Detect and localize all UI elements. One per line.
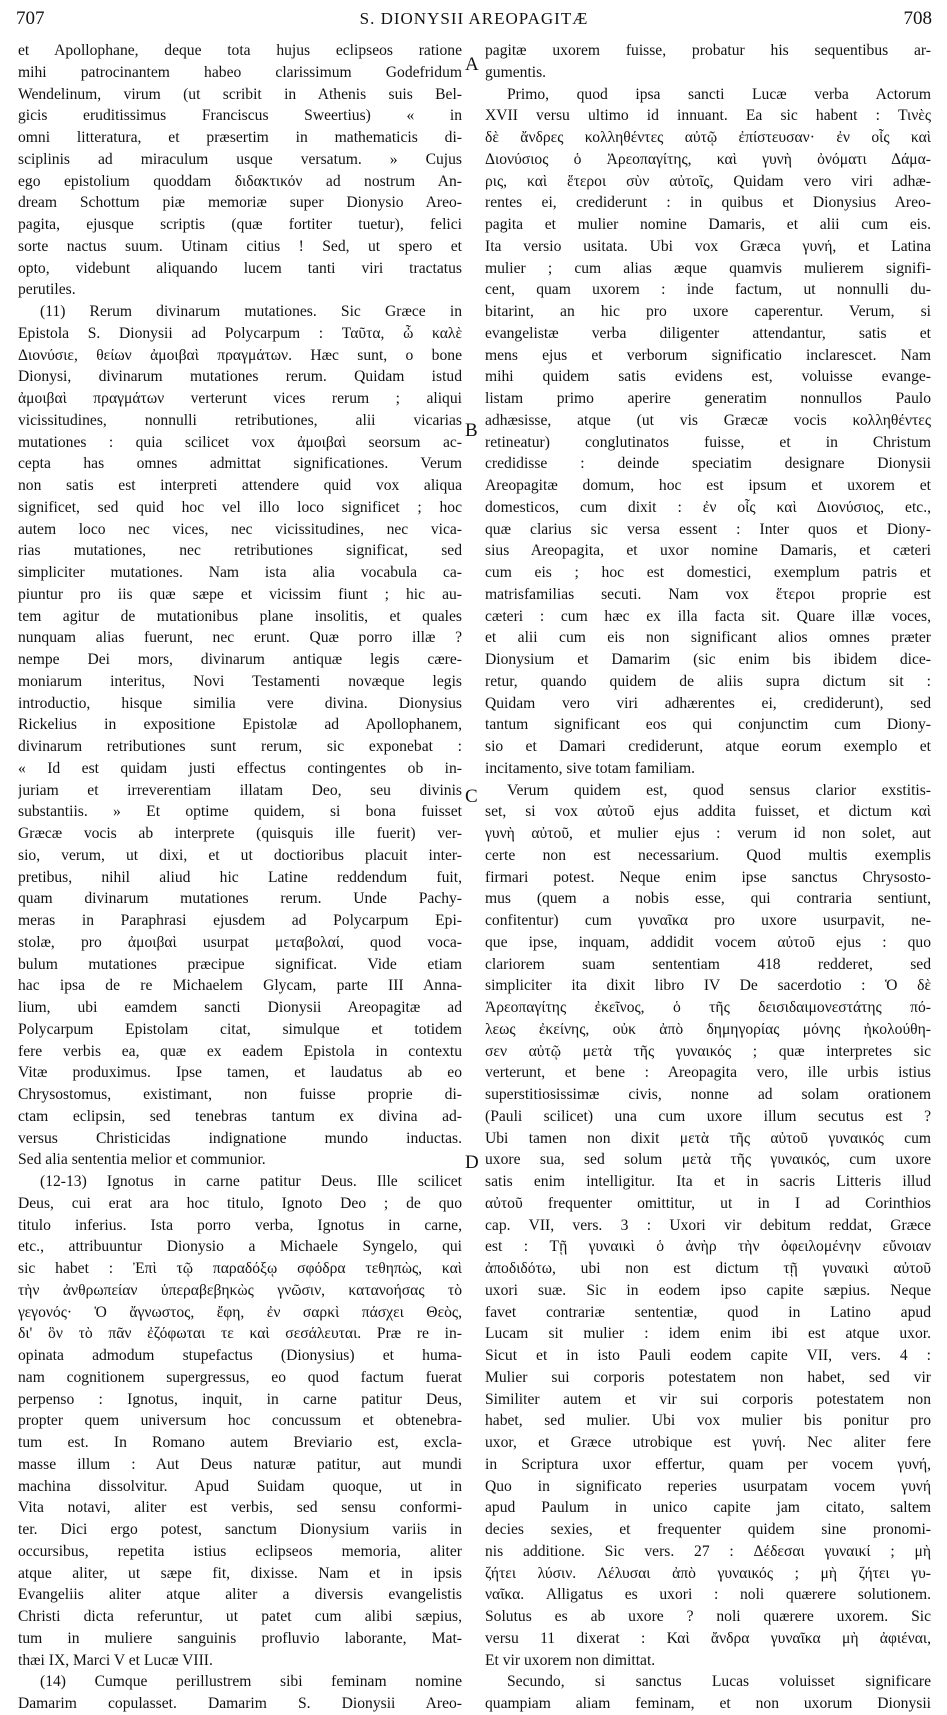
margin-marker-b: B [465,420,478,441]
text-line: favet contrariæ sententiæ, quod in Latino apud [485,1303,931,1321]
text-line: mulier ; cum alias æque quamvis mulierem signifi- [485,259,931,277]
text-line: firmari potest. Neque enim ipse sanctus Chrysosto- [485,868,931,886]
text-line: Quidam vero viri adhærentes ei, crediderunt), sed [485,694,931,712]
text-line: ναῖκα. Alligatus es uxori : noli quærere solutionem. [485,1586,931,1604]
text-line: nis additione. Sic vers. 27 : Δέδεσαι γυναικί ; μὴ [485,1542,931,1560]
text-line: cum eis ; hoc est domestici, exemplum patris et [485,564,931,581]
text-line: Wendelinum, virum (ut scribit in Athenis suis Bel- [18,85,462,103]
text-line: sciplinis ad miraculum usque versatum. » Cujus [18,150,462,168]
text-line: (14) Cumque perillustrem sibi feminam nomine [40,1673,462,1691]
text-line: Græcæ vocis ab interprete (quisquis ille fuerit) ver- [18,825,462,842]
margin-marker-d: D [465,1152,479,1173]
text-line: set, si vox αὐτοῦ ejus addita fuisset, et dictum καὶ [485,803,931,821]
text-line: cent, quam uxorem : inde factum, ut nonnulli du- [485,281,931,299]
text-line: que ipse, inquam, addidit vocem αὐτοῦ ejus : quo [485,933,931,951]
text-line: cap. VII, vers. 3 : Uxori vir debitum reddat, Græce [485,1216,931,1234]
text-line: Sicut et in isto Pauli eodem capite VII, vers. 4 : [485,1347,931,1364]
text-line: σεν αὐτῷ μετὰ τῆς γυναικός ; quæ interpretes sic [485,1042,931,1060]
text-line: Evangeliis aliter atque aliter a diversis evangelistis [18,1586,462,1604]
text-line: confitentur) cum γυναῖκα pro uxore usurpavit, ne- [485,912,931,929]
text-line: tem agitur de mutationibus plane insolitis, et quales [18,607,462,625]
text-line: fere verbis ea, quæ ex eadem Epistola in contextu [18,1042,462,1060]
text-line: Vita notavi, aliter est verbis, sed sensu conformi- [18,1499,462,1517]
text-line: ρις, καὶ ἕτεροι σὺν αὐτοῖς, Quidam vero viri adhæ- [485,172,931,190]
text-line: Polycarpum Epistolam citat, simulque et totidem [18,1020,462,1038]
text-line: pretibus, nihil aliud hic Latine reddendum fuit, [18,868,462,886]
text-line: substantiis. » Et optime quidem, si bona fuisset [18,803,462,821]
text-line: clariorem suam sententiam 418 redderet, sed [485,955,931,973]
text-line: versu 11 dixerat : Καὶ ἄνδρα γυναῖκα μὴ ἀφιέναι, [485,1629,931,1647]
text-line: gumentis. [485,63,547,81]
text-line: Ἀρεοπαγίτης ἐκεῖνος, ὁ τῆς δεισιδαιμονεστάτης πό- [485,999,931,1016]
text-line: est : Τῇ γυναικὶ ὁ ἀνὴρ τὴν ὀφειλομένην εὔνοιαν [485,1238,931,1256]
text-line: ter. Dici ergo potest, sanctum Dionysium variis in [18,1521,462,1538]
text-line: ζήτει λύσιν. Λέλυσαι ἀπὸ γυναικός ; μὴ ζήτει γυ- [485,1564,931,1582]
text-line: ego epistolium quoddam διδακτικόν ad nostrum An- [18,172,462,190]
text-line: Secundo, si sanctus Lucas voluisset significare [507,1673,931,1691]
text-line: decies sexies, et frequenter quidem sine pronomi- [485,1521,931,1538]
right-column [485,40,931,1715]
text-line: δὲ ἄνδρες κολληθέντες αὐτῷ ἐπίστευσαν· ἐν οἷς καὶ [485,129,931,146]
text-line: mutationes : quia scilicet vox ἀμοιβαὶ seorsum ac- [18,433,462,451]
text-line: apud Paulum in unico capite jam citato, saltem [485,1499,931,1517]
text-line: Deus, cui erat ara hoc titulo, Ignoto Deo ; de quo [18,1194,462,1212]
text-line: Et vir uxorem non dimittat. [485,1651,656,1669]
text-line: lium, ubi eamdem sancti Dionysii Areopagitæ ad [18,999,462,1016]
text-line: stolæ, pro ἀμοιβαὶ usurpat μεταβολαί, quod voca- [18,933,462,951]
text-line: simpliciter ita dixit libro IV De sacerdotio : Ὁ δὲ [485,977,931,995]
text-line: certe non est necessarium. Quod multis exemplis [485,846,931,864]
text-line: bitarint, an hic pro uxore caperentur. Verum, si [485,303,931,320]
text-line: listam primo aperire generatim nonnullos Paulo [485,390,931,407]
text-line: tantum significant eos qui conjunctim cum Diony- [485,716,931,734]
text-line: Ita versio usitata. Ubi vox Græca γυνή, et Latina [485,237,931,255]
text-line: XVII versu ultimo id innuant. Ea sic habent : Τινὲς [485,107,931,125]
text-line: γυνὴ αὐτοῦ, et mulier ejus : verum id non solet, aut [485,825,931,842]
text-line: dream Schottum piæ memoriæ super Dionysio Areo- [18,194,462,212]
text-line: et alii cum eis non significant alios omnes præter [485,629,931,647]
text-line: sius Areopagita, et uxor nomine Damaris, et cæteri [485,542,931,560]
text-line: perpenso : Ignotus, inquit, in carne patitur Deus, [18,1390,462,1408]
text-line: versus Christicidas indignatione mundo inductas. [18,1129,462,1147]
text-line: rentes ei, crediderunt : in quibus et Dionysius Areo- [485,194,931,212]
text-line: incitamento, sive totam familiam. [485,759,696,777]
text-line: hac ipsa de re Michaelem Glycam, parte III Anna- [18,977,462,995]
text-line: titulo inferius. Ista porro verba, Ignotus in carne, [18,1216,462,1234]
text-line: juriam et irreverentiam illatam Deo, seu divinis [18,781,462,799]
text-line: sic habet : Ἐπὶ τῷ παραδόξῳ σφόδρα τεθηπὼς, καὶ [18,1260,462,1277]
text-line: cepta has omnes admittat significationes. Verum [18,455,462,473]
text-line: opinata admodum stupefactus (Dionysius) et huma- [18,1347,462,1364]
text-line: (12-13) Ignotus in carne patitur Deus. Ille scilicet [40,1173,462,1190]
text-line: Verum quidem est, quod sensus clarior exstitis- [507,781,931,799]
text-line: ἀμοιβαὶ πραγμάτων verterunt vices rerum ; aliqui [18,390,462,407]
text-line: mihi quidem satis evidens est, voluisse evange- [485,368,931,386]
page-number-left: 707 [16,8,45,29]
text-line: τὴν ἀνθρωπείαν ὑπεραβεβηκὼς γνῶσιν, κατανοήσας τὸ [18,1281,462,1299]
text-line: Lucam sit mulier : idem enim ibi est atque uxor. [485,1325,931,1343]
text-line: nempe Dei mors, divinarum antiquæ legis cære- [18,651,462,668]
text-line: occursibus, repetita istius eclipseos memoria, aliter [18,1542,462,1560]
text-line: Quo in significato reperies usurpatam vocem γυνή [485,1477,931,1495]
text-line: tum est. In Romano autem Breviario est, excla- [18,1434,462,1451]
text-line: Areopagitæ domum, hoc est ipsum et uxorem et [485,477,931,494]
text-line: Rickelius in expositione Epistolæ ad Apollophanem, [18,716,462,734]
text-line: λεως ἐκείνης, οὐκ ἀπὸ δημηγορίας μόνης ἠκολούθη- [485,1020,931,1038]
text-line: etc., attribuuntur Dionysio a Michaele Syngelo, qui [18,1238,462,1256]
text-line: opto, videbunt aliquando lucem tanti viri tractatus [18,259,462,277]
margin-marker-a: A [465,54,479,75]
text-line: pagita et mulier nomine Damaris, et alii cum eis. [485,216,931,233]
text-line: pagita, ejusque scriptis (quæ fortiter tuetur), felici [18,216,462,233]
text-line: « Id est quidam justi effectus contingentes ob in- [18,759,462,777]
text-line: mihi patrocinantem habeo clarissimum Godefridum [18,63,462,81]
text-line: introductio, hisque similia vere divina. Dionysius [18,694,462,712]
page-header [16,8,932,38]
text-line: nunquam alias fuerunt, nec erunt. Quæ porro illæ ? [18,629,462,647]
text-line: αὐτοῦ frequenter omittitur, ut in I ad Corinthios [485,1194,931,1212]
text-line: vicissitudines, nonnulli retributiones, alii vicarias [18,411,462,429]
text-line: Vitæ produximus. Ipse tamen, et laudatus ab eo [18,1064,462,1082]
text-line: nam cognitionem supergressus, eo quod factum fuerat [18,1368,462,1386]
text-line: Epistola S. Dionysii ad Polycarpum : Ταῦτα, ὦ καλὲ [18,324,462,342]
text-line: Primo, quod ipsa sancti Lucæ verba Actorum [507,85,931,103]
margin-marker-c: C [465,786,478,807]
text-line: Solutus es ab uxore ? noli quærere uxorem. Sic [485,1608,931,1625]
page-number-right: 708 [903,8,932,29]
text-line: verterunt, et bene : Areopagita vero, ille urbis istius [485,1064,931,1082]
text-line: domesticos, cum dixit : ἐν οἷς καὶ Διονύσιος, etc., [485,498,931,516]
text-line: adhæsisse, atque (ut vis Græcæ vocis κολληθέντες [485,411,931,429]
text-line: satis enim intelligitur. Ita et in sacris Litteris illud [485,1173,931,1190]
text-line: Similiter autem et vir sui corporis potestatem non [485,1390,931,1408]
text-line: Dionysi, divinarum mutationes rerum. Quidam istud [18,368,462,386]
text-line: piuntur pro iis quæ sæpe et vicissim fiunt ; hic au- [18,585,462,603]
text-line: retineatur) conglutinatos fuisse, et in Christum [485,433,931,451]
text-line: (11) Rerum divinarum mutationes. Sic Græce in [40,303,462,320]
text-line: retur, quando quidem de aliis supra dictum sit : [485,672,931,690]
text-line: gicis eruditissimus Franciscus Sweertius) « in [18,107,462,125]
text-line: uxori suæ. Sic in eodem ipso capite sæpius. Neque [485,1281,931,1299]
text-line: simpliciter mutationes. Nam ista alia vocabula ca- [18,564,462,581]
text-line: non satis est interpreti attendere quid vox aliqua [18,477,462,494]
text-line: sio, verum, ut dixi, et ut doctioribus placuit inter- [18,846,462,864]
text-line: δι' ὃν τὸ πᾶν ἐζόφωται τε καὶ σεσάλευται. Præ re in- [18,1325,462,1343]
text-line: Chrysostomus, existimant, non fuisse proprie di- [18,1086,462,1103]
text-line: uxore sua, sed solum μετὰ τῆς γυναικός, cum uxore [485,1151,931,1169]
text-line: cæteri : cum hæc ex illa facta sit. Quare illæ voces, [485,607,931,625]
text-line: quæ clarius sic versa essent : Inter quos et Diony- [485,520,931,538]
text-line: Διονύσιε, θείων ἀμοιβαὶ πραγμάτων. Hæc sunt, o bone [18,346,462,364]
text-line: atque aliter, ut sæpe fit, dixisse. Nam et in ipsis [18,1564,462,1582]
text-line: ctam eclipsin, sed tenebras tantum ex divina ad- [18,1107,462,1125]
text-line: autem loco nec vices, nec vicissitudines, nec vica- [18,520,462,538]
text-line: Ubi tamen non dixit μετὰ τῆς αὐτοῦ γυναικός cum [485,1129,931,1147]
text-line: sorte nactus suum. Utinam citius ! Sed, ut spero et [18,237,462,255]
text-line: mus (quem a nobis esse, qui contraria sentiunt, [485,890,931,908]
text-line: perutiles. [18,281,76,299]
text-line: significet, sed quid hoc vel illo loco significet ; hoc [18,498,462,516]
text-line: bulum mutationes præcipue significat. Vide etiam [18,955,462,973]
text-line: meras in Paraphrasi ejusdem ad Polycarpum Epi- [18,912,462,929]
text-line: sio et Damari crediderunt, atque eorum exemplo et [485,738,931,755]
text-line: rias mutationes, nec retributiones significat, sed [18,542,462,560]
running-title: S. DIONYSII AREOPAGITÆ [359,9,589,28]
text-line: Mulier sui corporis potestatem non habet, sed vir [485,1368,931,1386]
text-line: credidisse : deinde speciatim designare Dionysii [485,455,931,473]
text-line: (Pauli scilicet) una cum uxore illum secutus est ? [485,1107,931,1125]
text-line: in Scriptura uxor effertur, quam per vocem γυνή, [485,1455,931,1473]
text-line: et Apollophane, deque tota hujus eclipseos ratione [18,42,462,59]
text-line: propter quem universum hoc concussum et obtenebra- [18,1412,462,1430]
text-line: Διονύσιος ὁ Ἀρεοπαγίτης, καὶ γυνὴ ὀνόματι Δάμα- [485,150,931,168]
left-column [18,40,462,1715]
text-line: pagitæ uxorem fuisse, probatur his sequentibus ar- [485,42,931,59]
text-line: Dionysium et Damarim (sic enim bis ibidem dice- [485,651,931,668]
text-line: divinarum retributiones sunt rerum, sic exponebat : [18,738,462,755]
text-line: Sed alia sententia melior et communior. [18,1151,266,1169]
text-line: quampiam aliam feminam, et non uxorum Dionysii [485,1695,931,1712]
text-line: quam divinarum mutationes rerum. Unde Pachy- [18,890,462,908]
text-line: masse illum : Aut Deus naturæ patitur, aut mundi [18,1455,462,1473]
text-line: ἀποδιδότω, ubi non est dictum τῇ γυναικὶ αὐτοῦ [485,1260,931,1277]
text-line: Christi dicta referuntur, ut patet cum alibi sæpius, [18,1608,462,1625]
text-line: mens ejus et verborum significatio inclarescet. Nam [485,346,931,364]
text-line: moniarum interitus, Novi Testamenti novæque legis [18,672,462,690]
text-line: matrisfamilias secuti. Nam vox ἕτεροι proprie est [485,585,931,603]
text-line: machina dissolvitur. Apud Suidam quoque, ut in [18,1477,462,1495]
text-line: superstitiosissimæ civis, nonne ad solam orationem [485,1086,931,1103]
text-line: evangelistæ verba diligenter attendantur, satis et [485,324,931,342]
text-line: habet, sed mulier. Ubi vox mulier bis ponitur pro [485,1412,931,1430]
text-line: tum in muliere sanguinis profluvio laborante, Mat- [18,1629,462,1647]
text-line: uxor, et Græce utrobique est γυνή. Nec aliter fere [485,1434,931,1451]
text-line: γεγονός· Ὁ ἄγνωστος, ἔφη, ἐν σαρκὶ πάσχει Θεὸς, [18,1303,462,1321]
text-line: thæi IX, Marci V et Lucæ VIII. [18,1651,213,1669]
text-line: omni litteratura, et præsertim in mathematicis di- [18,129,462,146]
text-line: Damarim copulasset. Damarim S. Dionysii Areo- [18,1695,462,1712]
